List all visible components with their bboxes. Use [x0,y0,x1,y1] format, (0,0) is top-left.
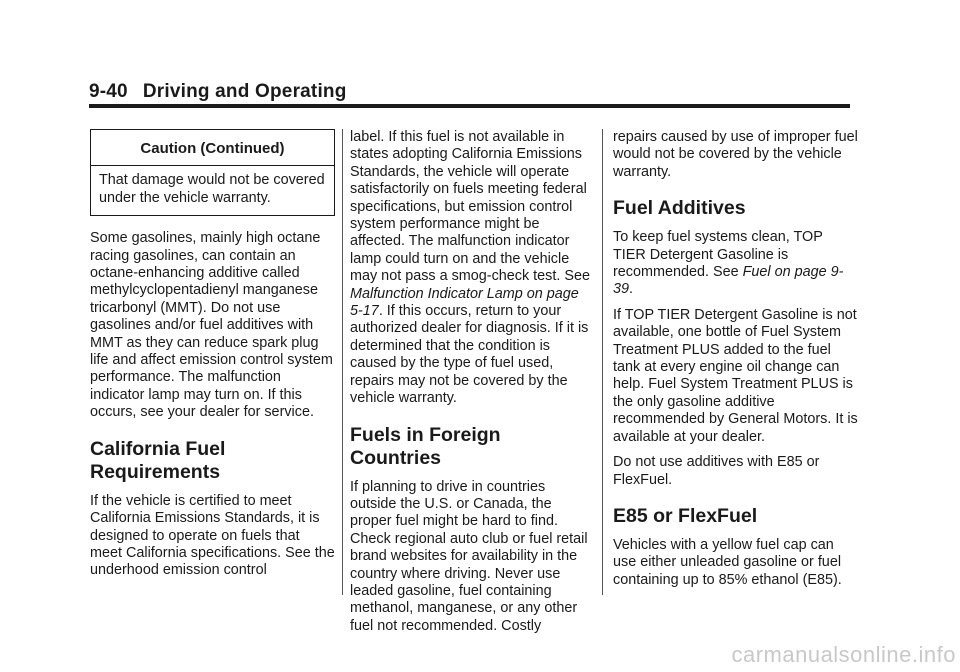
section-title: Driving and Operating [142,81,347,102]
california-paragraph: If the vehicle is certified to meet California Emissions Standards, it is designed to operate on fuels that meet California specifications. See the underhood emission control [90,492,335,579]
top-tier-paragraph [613,229,858,299]
foreign-fuel-paragraph: If planning to drive in countries outside the U.S. or Canada, the proper fuel might be hard to find. Check regional auto club or fuel retail brand websites for availability in the country where driving. Never use leaded gasoline, fuel containing methanol, manganese, or any other fuel not recommended. Costly [350,478,588,634]
heading-fuel-additives: Fuel Additives [613,197,746,220]
text-run: . If this occurs, return to your authorized dealer for diagnosis. If it is determined that the condition is caused by the type of fuel used, repairs may not be covered by the vehicle warranty. [350,303,589,407]
text-run: label. If this fuel is not available in states adopting California Emissions Standards, the vehicle will operate satisfactorily on fuels meeting federal specifications, but emission control system performance might be affected. The malfunction indicator lamp could turn on and the vehicle may not pass a smog-check test. See [350,129,590,285]
additives-e85-paragraph: Do not use additives with E85 or FlexFuel. [613,454,820,488]
e85-paragraph: Vehicles with a yellow fuel cap can use either unleaded gasoline or fuel containing up to 85% ethanol (E85). [613,536,842,588]
column-3 [613,129,858,597]
watermark: carmanualsonline.info [731,642,956,667]
fuel-treatment-paragraph: If TOP TIER Detergent Gasoline is not available, one bottle of Fuel System Treatment PLUS added to the fuel tank at every engine oil change can help. Fuel System Treatment PLUS is the only gasoline additive recommended by General Motors. It is available at your dealer. [613,306,858,445]
caution-title: Caution (Continued) [91,130,334,166]
text-run: . [629,281,634,298]
column-divider-1 [342,129,343,595]
heading-e85-flexfuel: E85 or FlexFuel [613,504,758,527]
column-2 [350,129,594,643]
column-1 [90,129,335,588]
column-divider-2 [602,129,603,595]
california-continued-paragraph [350,129,594,408]
page-header [89,81,347,103]
link-fuel[interactable]: Fuel on page 9-39 [613,264,844,298]
page-number: 9-40 [89,81,128,102]
heading-fuels-foreign-countries: Fuels in Foreign Countries [350,423,501,469]
link-malfunction-indicator-lamp[interactable]: Malfunction Indicator Lamp on page 5-17 [350,285,579,320]
text-run: To keep fuel systems clean, TOP TIER Detergent Gasoline is recommended. See [613,229,823,281]
foreign-continued-paragraph: repairs caused by use of improper fuel would not be covered by the vehicle warranty. [613,129,858,180]
caution-box [90,129,335,216]
header-rule [89,104,850,108]
caution-text: That damage would not be covered under the vehicle warranty. [99,172,325,206]
heading-california-fuel: California Fuel Requirements [90,437,226,483]
mmt-paragraph: Some gasolines, mainly high octane racing gasolines, can contain an octane-enhancing additive called methylcyclopentadienyl manganese tricarbonyl (MMT). Do not use gasolines and/or fuel additives with MMT as they can reduce spark plug life and affect emission control system performance. The malfunction indicator lamp may turn on. If this occurs, see your dealer for service. [90,230,333,421]
